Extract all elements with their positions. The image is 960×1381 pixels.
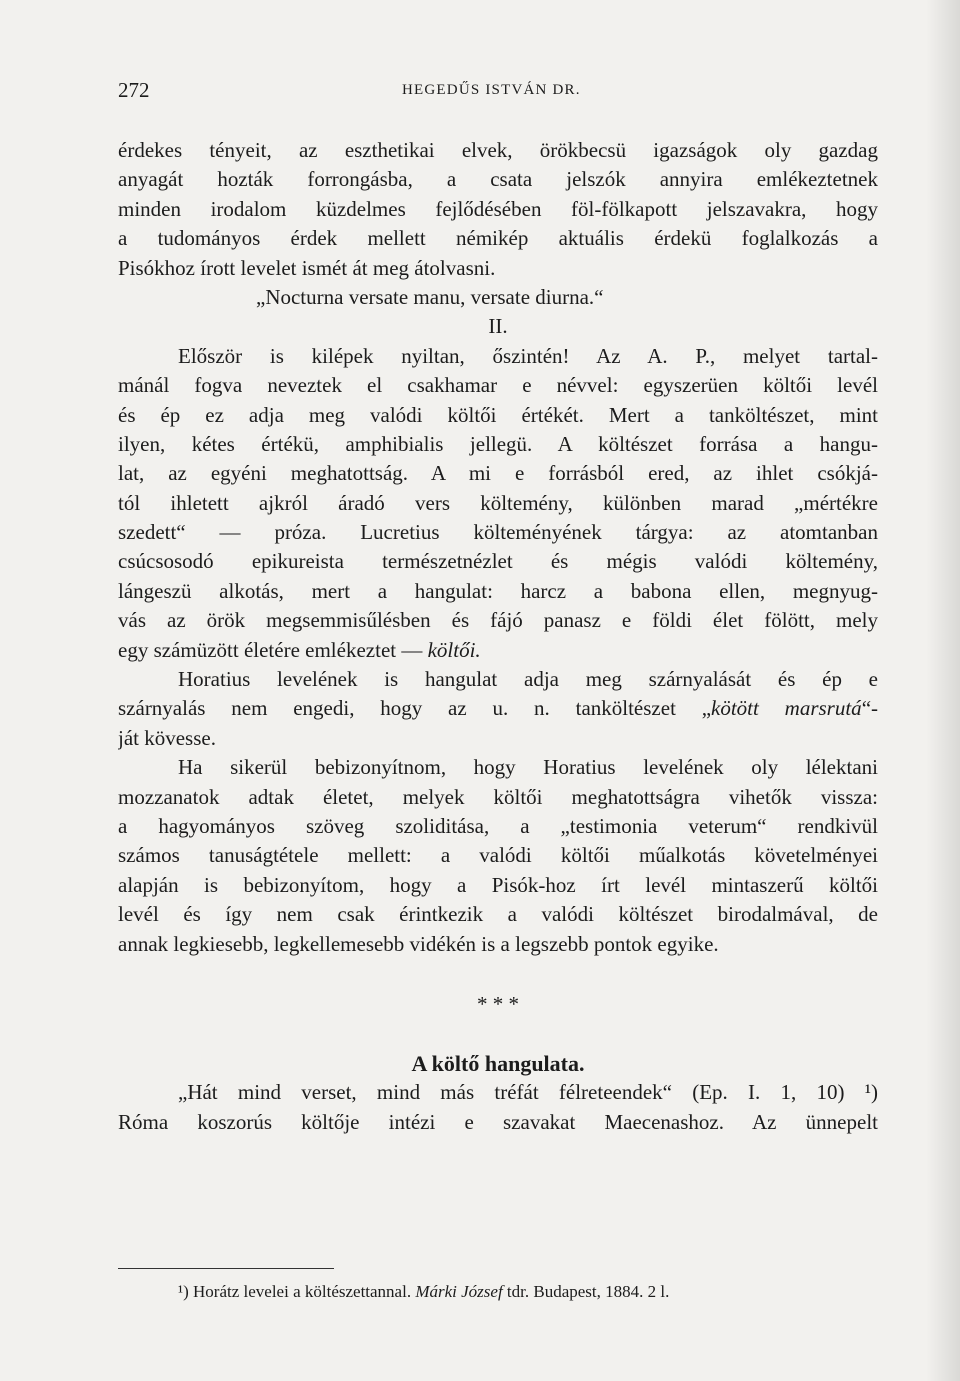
text-line: érdekes tényeit, az eszthetikai elvek, örökbecsü igazságok oly gazdag bbox=[118, 138, 878, 162]
text-span: szárnyalás nem engedi, hogy az u. n. tanköltészet „ bbox=[118, 696, 712, 721]
text-line: szedett“ — próza. Lucretius költeményének tárgya: az atomtanban bbox=[118, 520, 878, 545]
text-line: vás az örök megsemmisűlésben és fájó panasz e földi élet fölött, mely bbox=[118, 608, 878, 633]
text-line: mozzanatok adtak életet, melyek költői meghatottságra vihetők vissza: bbox=[118, 784, 878, 809]
text-line: Ha sikerül bebizonyítnom, hogy Horatius levelének oly lélektani bbox=[178, 755, 878, 780]
text-line: lángeszü alkotás, mert a hangulat: harcz a babona ellen, megnyug- bbox=[118, 578, 878, 603]
latin-quote: „Nocturna versate manu, versate diurna.“ bbox=[256, 284, 604, 309]
running-head: HEGEDŰS ISTVÁN DR. bbox=[402, 82, 581, 98]
text-line bbox=[118, 694, 878, 723]
text-line: minden irodalom küzdelmes fejlődésében föl-fölkapott jelszavakra, hogy bbox=[118, 196, 878, 221]
footnote-marker: ¹) bbox=[178, 1282, 194, 1301]
text-line bbox=[118, 636, 878, 665]
text-line: és ép ez adja meg valódi költői értékét. Mert a tanköltészet, mint bbox=[118, 402, 878, 427]
text-line: tól ihletett ajkról áradó vers költemény, különben marad „mértékre bbox=[118, 490, 878, 515]
text-line: a tudományos érdek mellett némikép aktuális érdekü foglalkozás a bbox=[118, 226, 878, 251]
text-line: ját kövesse. bbox=[118, 725, 216, 750]
text-line: lat, az egyéni meghatottság. A mi e forrásból ered, az ihlet csókjá- bbox=[118, 461, 878, 486]
text-line: mánál fogva neveztek el csakhamar e névvel: egyszerüen költői levél bbox=[118, 373, 878, 398]
text-line: Pisókhoz írott levelet ismét át meg átolvasni. bbox=[118, 255, 496, 280]
italic-span: kötött marsrutá bbox=[711, 696, 862, 721]
text-line: számos tanuságtétele mellett: a valódi költői műalkotás követelményei bbox=[118, 843, 878, 868]
text-line: anyagát hozták forrongásba, a csata jelszók annyira emlékeztetnek bbox=[118, 167, 878, 192]
text-line: ilyen, kétes értékü, amphibialis jellegü. A költészet forrása a hangu- bbox=[118, 431, 878, 456]
footnote-text: Horátz levelei a költészettannal. bbox=[193, 1282, 416, 1301]
footnote bbox=[178, 1282, 669, 1302]
text-line: Horatius levelének is hangulat adja meg szárnyalását és ép e bbox=[178, 667, 878, 692]
page-header bbox=[118, 78, 878, 108]
footnote-rule bbox=[118, 1268, 334, 1269]
text-span: “- bbox=[861, 696, 878, 721]
text-line: csúcsosodó epikureista természetnézlet és mégis valódi költemény, bbox=[118, 549, 878, 574]
spacer bbox=[118, 1025, 878, 1049]
chapter-title: A költő hangulata. bbox=[411, 1050, 585, 1076]
page-edge-shadow bbox=[926, 0, 960, 1381]
text-line: levél és így nem csak érintkezik a valódi költészet birodalmával, de bbox=[118, 902, 878, 927]
text-line: Először is kilépek nyiltan, őszintén! Az A. P., melyet tartal- bbox=[178, 343, 878, 368]
page-number: 272 bbox=[118, 78, 150, 102]
text-span: egy számüzött életére emlékeztet — bbox=[118, 637, 428, 662]
text-line: a hagyományos szöveg szoliditása, a „testimonia veterum“ rendkivül bbox=[118, 813, 878, 838]
footnote-text: tdr. Budapest, 1884. 2 l. bbox=[502, 1282, 670, 1301]
spacer bbox=[118, 959, 878, 983]
body-text bbox=[118, 136, 878, 1137]
text-line: annak legkiesebb, legkellemesebb vidékén is a legszebb pontok egyike. bbox=[118, 931, 719, 956]
text-line: alapján is bebizonyítom, hogy a Pisók-hoz írt levél mintaszerű költői bbox=[118, 872, 878, 897]
asterism: * * * bbox=[477, 991, 519, 1016]
text-line: Róma koszorús költője intézi e szavakat Maecenashoz. Az ünnepelt bbox=[118, 1109, 878, 1134]
footnote-author: Márki József bbox=[415, 1282, 503, 1301]
text-line: „Hát mind verset, mind más tréfát félreteendek“ (Ep. I. 1, 10) ¹) bbox=[178, 1080, 878, 1105]
section-number: II. bbox=[488, 314, 508, 339]
italic-span: költői. bbox=[427, 637, 481, 662]
